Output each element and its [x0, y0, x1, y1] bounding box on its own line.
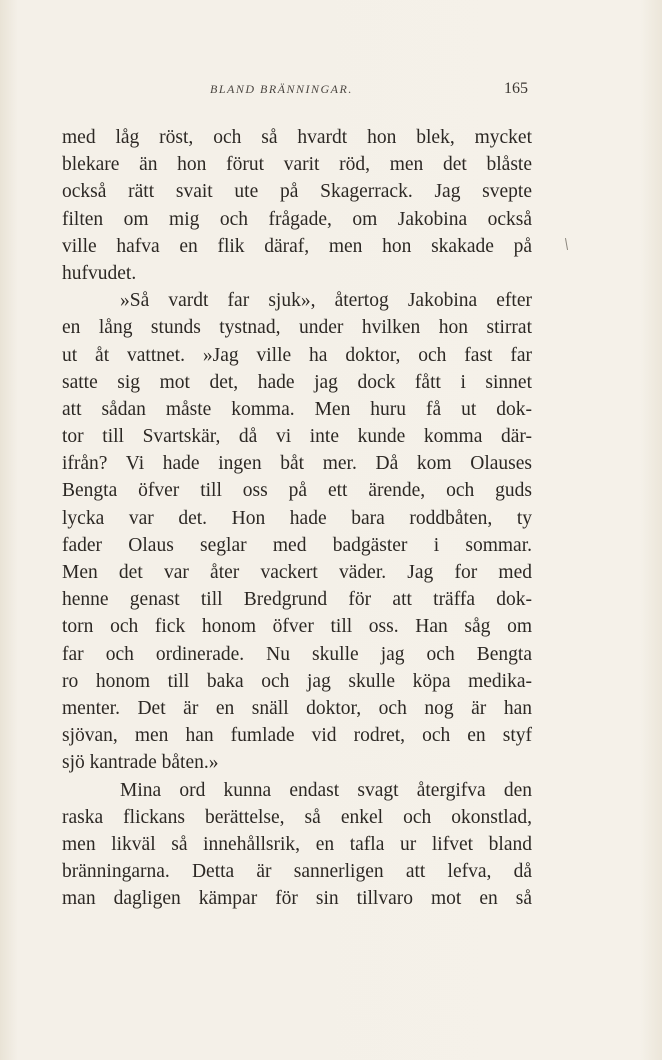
- text-line: menter. Det är en snäll doktor, och nog är han: [62, 697, 532, 719]
- margin-mark: [565, 238, 568, 250]
- text-line: henne genast till Bredgrund för att träffa dok-: [62, 589, 532, 611]
- text-line: far och ordinerade. Nu skulle jag och Bengta: [62, 643, 532, 665]
- text-line: raska flickans berättelse, så enkel och okonstlad,: [62, 806, 532, 828]
- body-text: [62, 124, 532, 912]
- text-line: torn och fick honom öfver till oss. Han såg om: [62, 616, 532, 638]
- text-line: »Så vardt far sjuk», återtog Jakobina efter: [120, 290, 532, 312]
- page-number: 165: [504, 80, 528, 97]
- text-line: man dagligen kämpar för sin tillvaro mot en så: [62, 888, 532, 910]
- text-line: med låg röst, och så hvardt hon blek, mycket: [62, 127, 532, 148]
- text-line: ro honom till baka och jag skulle köpa medika-: [62, 670, 532, 692]
- text-line: hufvudet.: [62, 262, 137, 284]
- text-line: Bengta öfver till oss på ett ärende, och guds: [62, 480, 532, 502]
- text-line: sjövan, men han fumlade vid rodret, och en styf: [62, 725, 532, 747]
- text-line: Mina ord kunna endast svagt återgifva den: [120, 779, 532, 801]
- text-line: ville hafva en flik däraf, men hon skakade på: [62, 235, 532, 257]
- text-line: fader Olaus seglar med badgäster i sommar.: [62, 534, 532, 556]
- text-line: ut åt vattnet. »Jag ville ha doktor, och fast far: [62, 344, 532, 366]
- text-line: satte sig mot det, hade jag dock fått i sinnet: [62, 371, 532, 393]
- text-line: blekare än hon förut varit röd, men det blåste: [62, 154, 532, 176]
- running-head: [0, 80, 662, 102]
- text-line: en lång stunds tystnad, under hvilken hon stirrat: [62, 317, 532, 339]
- running-title: BLAND BRÄNNINGAR.: [210, 82, 353, 96]
- text-line: lycka var det. Hon hade bara roddbåten, ty: [62, 507, 532, 529]
- text-line: också rätt svait ute på Skagerrack. Jag svepte: [62, 181, 532, 203]
- text-line: sjö kantrade båten.»: [62, 752, 219, 774]
- text-line: bränningarna. Detta är sannerligen att lefva, då: [62, 861, 532, 883]
- text-line: tor till Svartskär, då vi inte kunde komma där-: [62, 426, 532, 448]
- text-line: men likväl så innehållsrik, en tafla ur lifvet bland: [62, 833, 532, 855]
- text-line: filten om mig och frågade, om Jakobina också: [62, 208, 532, 230]
- text-line: att sådan måste komma. Men huru få ut dok-: [62, 398, 532, 420]
- text-line: ifrån? Vi hade ingen båt mer. Då kom Olauses: [62, 453, 532, 475]
- text-line: Men det var åter vackert väder. Jag for med: [62, 562, 532, 583]
